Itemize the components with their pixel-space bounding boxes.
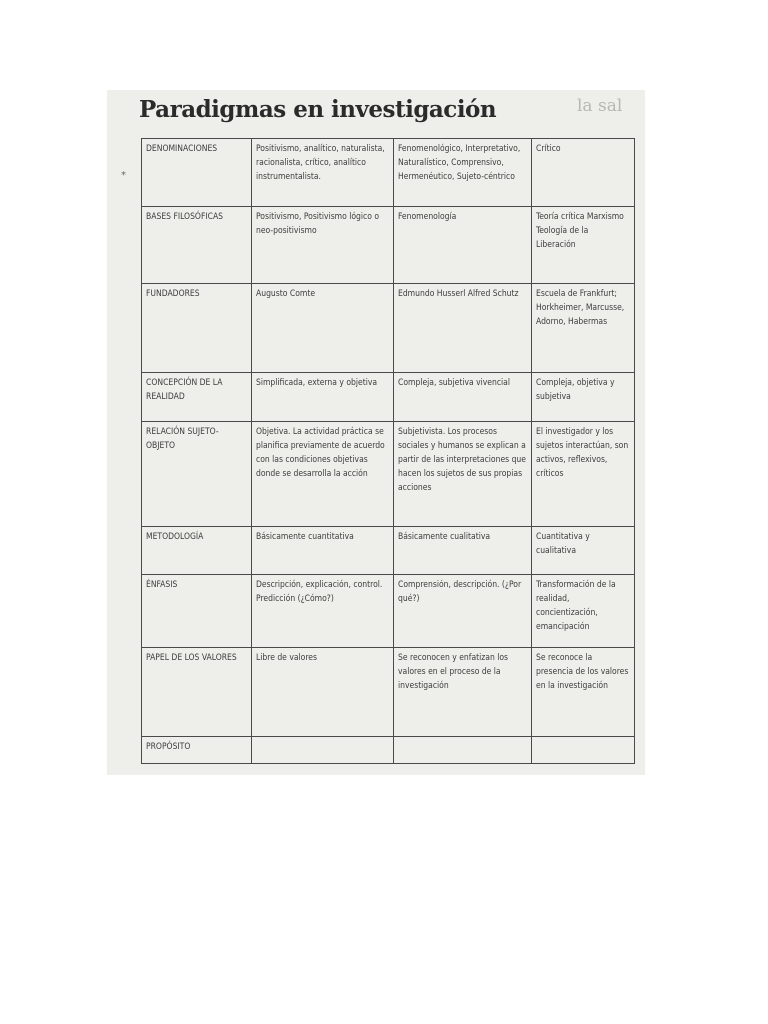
row-label-papel: PAPEL DE LOS VALORES	[142, 648, 252, 737]
table-cell: Subjetivista. Los procesos sociales y humanos se explican a partir de las interpretaciones que hacen los sujetos de sus propias acciones	[394, 422, 532, 527]
table-row	[142, 284, 635, 373]
table-cell: Objetiva. La actividad práctica se planifica previamente de acuerdo con las condiciones objetivas donde se desarrolla la acción	[252, 422, 394, 527]
table-cell: Compleja, subjetiva vivencial	[394, 373, 532, 422]
table-row	[142, 648, 635, 737]
table-row	[142, 422, 635, 527]
bleed-through-text: la sal	[577, 96, 623, 116]
scanned-page	[107, 90, 645, 775]
row-label-enfasis: ÉNFASIS	[142, 575, 252, 648]
table-row	[142, 575, 635, 648]
table-cell	[252, 737, 394, 764]
row-label-relacion: RELACIÓN SUJETO-OBJETO	[142, 422, 252, 527]
table-cell: Cuantitativa y cualitativa	[532, 527, 635, 575]
table-cell	[532, 737, 635, 764]
table-row	[142, 737, 635, 764]
row-label-fundadores: FUNDADORES	[142, 284, 252, 373]
table-cell: Augusto Comte	[252, 284, 394, 373]
table-cell: Positivismo, Positivismo lógico o neo-positivismo	[252, 207, 394, 284]
row-label-denominaciones: DENOMINACIONES	[142, 139, 252, 207]
table-cell: El investigador y los sujetos interactúan, son activos, reflexivos, críticos	[532, 422, 635, 527]
table-cell: Fenomenología	[394, 207, 532, 284]
table-cell: Crítico	[532, 139, 635, 207]
table-cell: Comprensión, descripción. (¿Por qué?)	[394, 575, 532, 648]
table-cell	[394, 737, 532, 764]
table-cell: Compleja, objetiva y subjetiva	[532, 373, 635, 422]
table-cell: Edmundo Husserl Alfred Schutz	[394, 284, 532, 373]
page-title: Paradigmas en investigación	[139, 96, 497, 123]
table-cell: Descripción, explicación, control. Predicción (¿Cómo?)	[252, 575, 394, 648]
row-label-metodologia: METODOLOGÍA	[142, 527, 252, 575]
table-cell: Básicamente cuantitativa	[252, 527, 394, 575]
table-row	[142, 373, 635, 422]
row-label-bases: BASES FILOSÓFICAS	[142, 207, 252, 284]
table-cell: Escuela de Frankfurt; Horkheimer, Marcusse, Adorno, Habermas	[532, 284, 635, 373]
table-cell: Se reconoce la presencia de los valores en la investigación	[532, 648, 635, 737]
table-cell: Fenomenológico, Interpretativo, Naturalístico, Comprensivo, Hermenéutico, Sujeto-céntrico	[394, 139, 532, 207]
table-cell: Libre de valores	[252, 648, 394, 737]
table-row	[142, 139, 635, 207]
table-cell: Se reconocen y enfatizan los valores en el proceso de la investigación	[394, 648, 532, 737]
table-row	[142, 527, 635, 575]
paradigms-table	[141, 138, 635, 764]
table-cell: Teoría crítica Marxismo Teología de la Liberación	[532, 207, 635, 284]
table-cell: Positivismo, analítico, naturalista, racionalista, crítico, analítico instrumentalista.	[252, 139, 394, 207]
row-label-concepcion: CONCEPCIÓN DE LA REALIDAD	[142, 373, 252, 422]
table-row	[142, 207, 635, 284]
stray-mark: *	[121, 170, 126, 181]
row-label-last: PROPÓSITO	[142, 737, 252, 764]
table-cell: Básicamente cualitativa	[394, 527, 532, 575]
table-cell: Transformación de la realidad, concientización, emancipación	[532, 575, 635, 648]
table-cell: Simplificada, externa y objetiva	[252, 373, 394, 422]
